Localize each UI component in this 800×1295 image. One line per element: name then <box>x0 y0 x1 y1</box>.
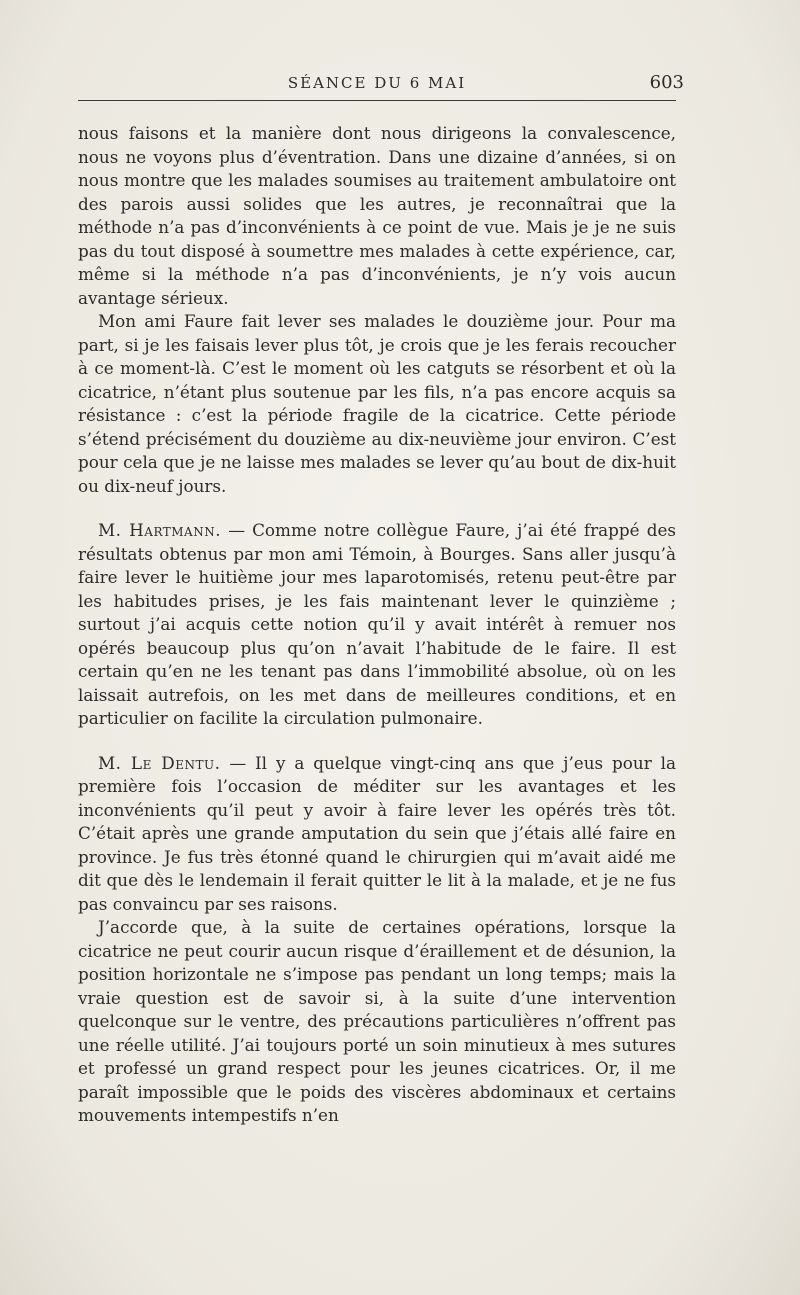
page-body <box>78 122 676 1128</box>
paragraph-text: — Il y a quelque vingt-cinq ans que j’eus pour la première fois l’occasion de méditer sur les avantages et les inconvénients qu’il peut y avoir à faire lever les opérés très tôt. C’était après une grande amputation du sein que j’étais allé faire en province. Je fus très étonné quand le chirurgien qui m’avait aidé me dit que dès le lendemain il ferait quitter le lit à la malade, et je ne fus pas convaincu par ses raisons. <box>78 752 677 914</box>
paragraph-text: — Comme notre collègue Faure, j’ai été frappé des résultats obtenus par mon ami Témoin, à Bourges. Sans aller jusqu’à faire lever le huitième jour mes laparotomisés, retenu peut-être par les habitudes prises, je les fais maintenant lever le quinzième ; surtout j’ai acquis cette notion qu’il y avait intérêt à remuer nos opérés beaucoup plus qu’on n’avait l’habitude de le faire. Il est certain qu’en ne les tenant pas dans l’immobilité absolue, où on les laissait autrefois, on les met dans de meilleures conditions, et en particulier on facilite la circulation pulmonaire. <box>78 520 676 728</box>
paragraph <box>78 916 676 1128</box>
page-number: 603 <box>649 72 684 93</box>
paragraph <box>78 122 676 310</box>
paragraph-text: nous faisons et la manière dont nous dirigeons la convalescence, nous ne voyons plus d’éventration. Dans une dizaine d’années, si on nous montre que les malades soumises au traitement ambulatoire ont des parois aussi solides que les autres, je reconnaîtrai que la méthode n’a pas d’inconvénients à ce point de vue. Mais je je ne suis pas du tout disposé à soumettre mes malades à cette expérience, car, même si la méthode n’a pas d’inconvénients, je n’y vois aucun avantage sérieux. <box>78 123 676 308</box>
paragraph-text: Mon ami Faure fait lever ses malades le douzième jour. Pour ma part, si je les faisais lever plus tôt, je crois que je les ferais recoucher à ce moment-là. C’est le moment où les catguts se résorbent et où la cicatrice, n’étant plus soutenue par les fils, n’a pas encore acquis sa résistance : c’est la période fragile de la cicatrice. Cette période s’étend précisément du douzième au dix-neuvième jour environ. C’est pour cela que je ne laisse mes malades se lever qu’au bout de dix-huit ou dix-neuf jours. <box>78 311 676 496</box>
running-header <box>78 70 684 96</box>
header-title: SÉANCE DU 6 MAI <box>287 74 467 92</box>
paragraph-hartmann <box>78 519 676 731</box>
paragraph <box>78 310 676 498</box>
speaker-name: M. Hartmann. <box>98 520 222 540</box>
speaker-name: M. Le Dentu. <box>98 752 221 773</box>
paragraph-le-dentu <box>78 752 676 917</box>
paragraph-text: J’accorde que, à la suite de certaines opérations, lorsque la cicatrice ne peut courir aucun risque d’éraillement et de désunion, la position horizontale ne s’impose pas pendant un long temps; mais la vraie question est de savoir si, à la suite d’une intervention quelconque sur le ventre, des précautions particulières n’offrent pas une réelle utilité. J’ai toujours porté un soin minutieux à mes sutures et professé un grand respect pour les jeunes cicatrices. Or, il me paraît impossible que le poids des viscères abdominaux et certains mouvements intempestifs n’en <box>78 917 676 1125</box>
header-rule <box>78 100 676 101</box>
